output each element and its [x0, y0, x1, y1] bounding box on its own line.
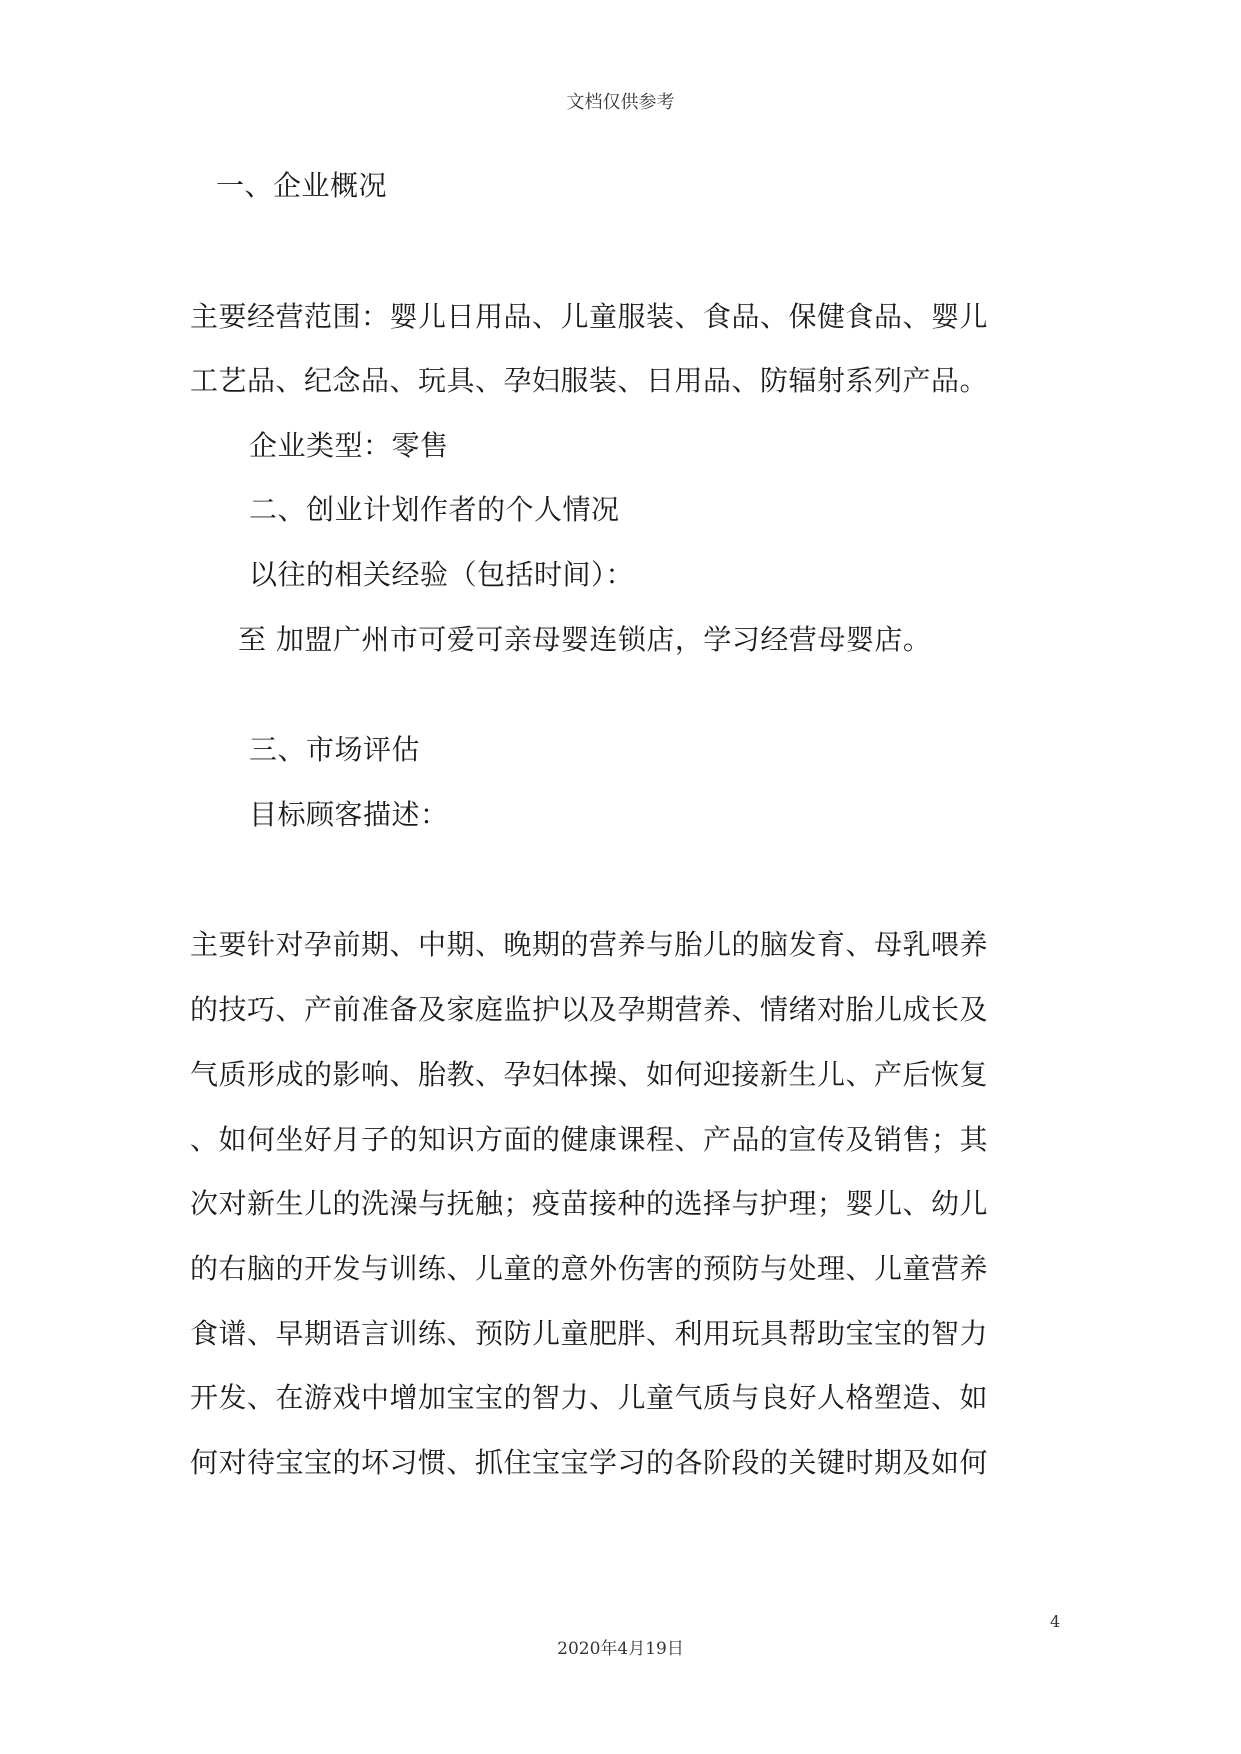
body-line: 至 加盟广州市可爱可亲母婴连锁店，学习经营母婴店。 — [238, 623, 932, 656]
page-footer-date: 2020年4月19日 — [557, 1639, 684, 1659]
page-number: 4 — [1050, 1612, 1061, 1631]
body-line: 主要针对孕前期、中期、晚期的营养与胎儿的脑发育、母乳喂养 — [190, 928, 989, 961]
body-line: 何对待宝宝的坏习惯、抓住宝宝学习的各阶段的关键时期及如何 — [190, 1446, 989, 1479]
body-line: 企业类型：零售 — [249, 429, 449, 462]
section-heading-market-assessment: 三、市场评估 — [249, 733, 421, 766]
body-line: 的技巧、产前准备及家庭监护以及孕期营养、情绪对胎儿成长及 — [190, 993, 989, 1026]
body-line: 主要经营范围：婴儿日用品、儿童服装、食品、保健食品、婴儿 — [190, 300, 989, 333]
body-line: 以往的相关经验（包括时间）： — [249, 558, 635, 591]
body-line: 次对新生儿的洗澡与抚触；疫苗接种的选择与护理；婴儿、幼儿 — [190, 1187, 989, 1220]
page-header: 文档仅供参考 — [566, 92, 675, 113]
section-heading-company-overview: 一、企业概况 — [216, 169, 388, 202]
body-line: 工艺品、纪念品、玩具、孕妇服装、日用品、防辐射系列产品。 — [190, 364, 989, 397]
body-line: 的右脑的开发与训练、儿童的意外伤害的预防与处理、儿童营养 — [190, 1252, 989, 1285]
body-line: 、如何坐好月子的知识方面的健康课程、产品的宣传及销售；其 — [190, 1123, 989, 1156]
section-heading-author-info: 二、创业计划作者的个人情况 — [249, 493, 620, 526]
body-line: 气质形成的影响、胎教、孕妇体操、如何迎接新生儿、产后恢复 — [190, 1058, 989, 1091]
body-line: 目标顾客描述： — [249, 798, 449, 831]
body-line: 开发、在游戏中增加宝宝的智力、儿童气质与良好人格塑造、如 — [190, 1381, 989, 1414]
body-line: 食谱、早期语言训练、预防儿童肥胖、利用玩具帮助宝宝的智力 — [190, 1317, 989, 1350]
